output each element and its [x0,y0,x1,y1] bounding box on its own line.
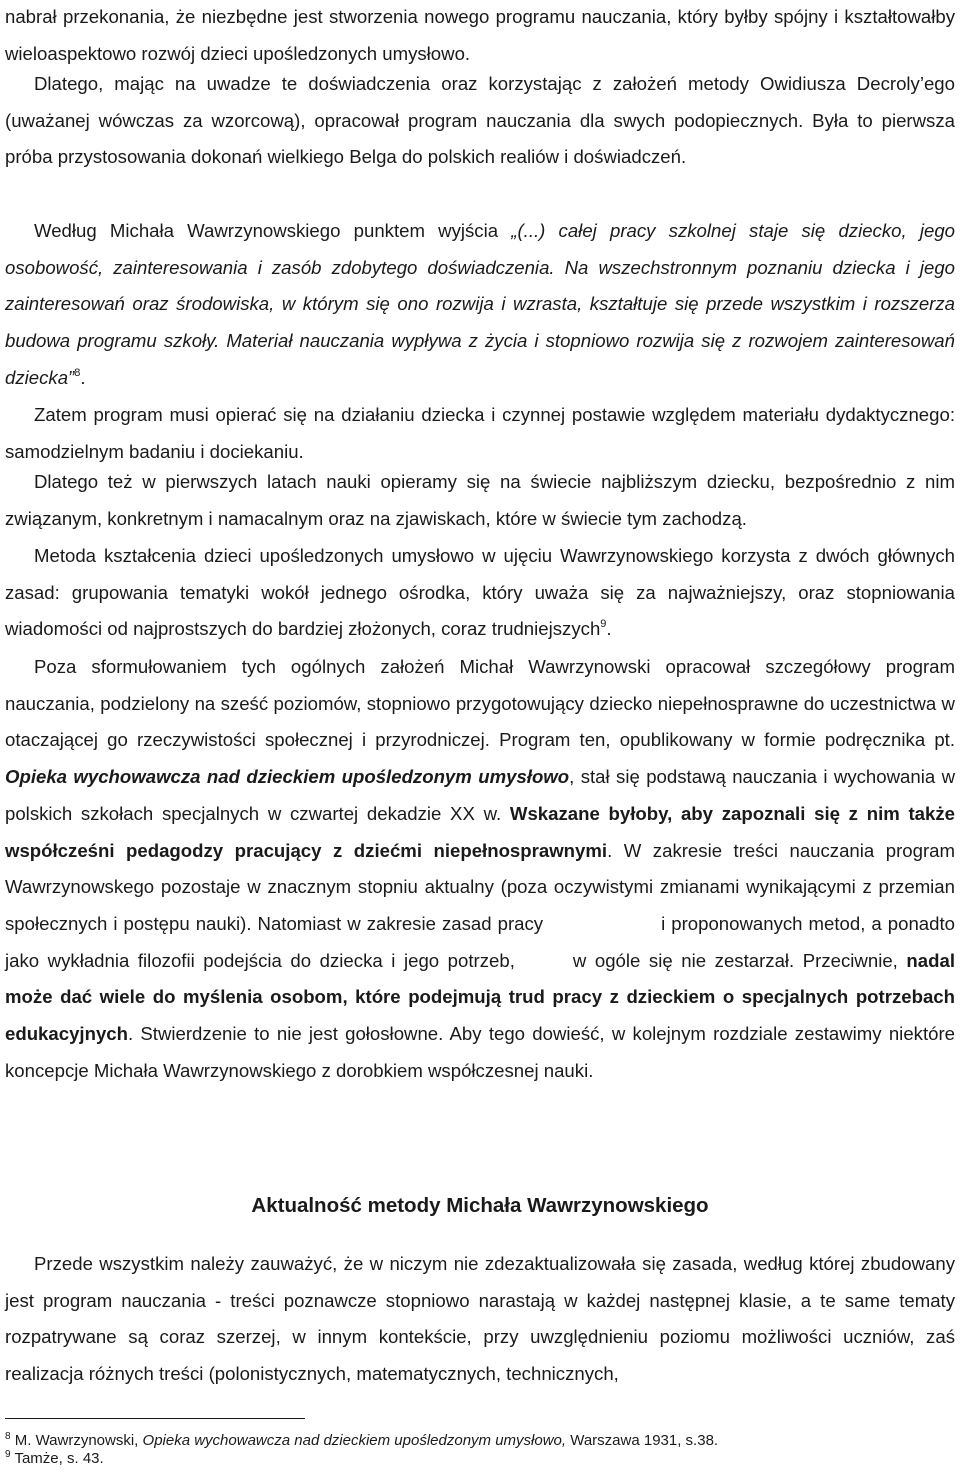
footnote-number: 9 [5,1449,11,1460]
punctuation: . [80,366,86,388]
paragraph-text: Według Michała Wawrzynowskiego punktem wyjścia [34,220,499,241]
footnote-9 [5,1450,955,1468]
paragraph-text: . W zakresie treści nauczania program Wawrzynowskego pozostaje w znacznym stopniu aktualny (poza oczywistymi zmianami wynikającymi z przemian społecznych i postępu nauki). Natomiast w zakresie zasad pracy [5,839,955,934]
paragraph-text: , stał się podstawą nauczania i wychowania w polskich szkołach specjalnych w czwartej dekadzie XX w. [5,766,956,824]
section-heading: Aktualność metody Michała Wawrzynowskiego [251,1194,709,1217]
punctuation: . [606,618,612,640]
footnote-text: Warszawa 1931, s.38. [570,1432,719,1449]
paragraph-text: Dlatego, mając na uwadze te doświadczenia oraz korzystając z założeń metody Owidiusza Decroly’ego (uważanej wówczas za wzorcową), opracował program nauczania dla swych podopiecznych. Była to pierwsza próba przystosowania dokonań wielkiego Belga do polskich realiów i doświadczeń. [5,73,955,168]
paragraph-decroly [5,66,955,176]
footnote-title: Opieka wychowawcza nad dzieckiem upośledzonym umysłowo, [142,1432,567,1449]
paragraph-text: i proponowanych metod, a ponadto jako wykładnia filozofii podejścia do dziecka i jego potrzeb, [5,912,955,971]
paragraph-method [5,538,955,648]
paragraph-relevance [5,1246,955,1393]
footnote-ref[interactable]: 9 [600,618,607,631]
paragraph-text: . Stwierdzenie to nie jest gołosłowne. Aby tego dowieść, w kolejnym rozdziale zestawimy niektóre koncepcje Michała Wawrzynowskiego z dorobkiem współczesnej nauki. [5,1023,955,1081]
paragraph-text: w ogóle się nie zestarzał. Przeciwnie, [572,949,898,971]
paragraph-text: Przede wszystkim należy zauważyć, że w niczym nie zdezaktualizowała się zasada, według której zbudowany jest program nauczania - treści poznawcze stopniowo narastają w każdej następnej klasie, a te same tematy rozpatrywane są coraz szerzej, w innym kontekście, przy uwzględnieniu poziomu możliwości uczniów, zaś realizacja różnych treści (polonistycznych, matematycznych, technicznych, [5,1253,955,1385]
paragraph-quote [5,213,955,397]
paragraph-program [5,397,955,470]
paragraph-text: Dlatego też w pierwszych latach nauki opieramy się na świecie najbliższym dziecku, bezpośrednio z nim związanym, konkretnym i namacalnym oraz na zjawiskach, które w świecie tym zachodzą. [5,471,955,529]
paragraph-curriculum [5,649,955,1089]
paragraph-text: nabrał przekonania, że niezbędne jest stworzenia nowego programu nauczania, który byłby spójny i kształtowałby wieloaspektowo rozwój dzieci upośledzonych umysłowo. [5,6,955,64]
emphasis-text: Wskazane byłoby, aby zapoznali się z nim także współcześni pedagodzy pracujący z dziećmi niepełnosprawnymi [5,802,955,861]
paragraph-text: Zatem program musi opierać się na działaniu dziecka i czynnej postawie względem materiału dydaktycznego: samodzielnym badaniu i dociekaniu. [5,404,955,462]
paragraph-text: Poza sformułowaniem tych ogólnych założeń Michał Wawrzynowski opracował szczegółowy program nauczania, podzielony na sześć poziomów, stopniowo przygotowujący dziecko niepełnosprawne do uczestnictwa w otaczającej go rzeczywistości społecznej i przyrodniczej. Program ten, opublikowany w formie podręcznika pt. [5,656,955,751]
paragraph-continuation [5,0,955,72]
paragraph-first-years [5,464,955,537]
footnote-8 [5,1432,955,1450]
footnote-divider [5,1418,305,1419]
footnote-author: M. Wawrzynowski, [14,1432,139,1449]
footnote-ref[interactable]: 8 [74,366,81,379]
footnote-number: 8 [5,1431,11,1442]
footnote-text: Tamże, s. 43. [14,1450,104,1467]
emphasis-text: nadal może dać wiele do myślenia osobom, które podejmują trud pracy z dzieckiem o specjalnych potrzebach edukacyjnych [5,949,955,1045]
quotation: „(...) całej pracy szkolnej staje się dziecko, jego osobowość, zainteresowania i zasób zdobytego doświadczenia. Na wszechstronnym poznaniu dziecka i jego zainteresowań oraz środowiska, w którym się ono rozwija i wzrasta, kształtuje się przede wszystkim i rozszerza budowa programu szkoły. Materiał nauczania wypływa z życia i stopniowo rozwija się z rozwojem zainteresowań dziecka” [5,220,956,388]
book-title: Opieka wychowawcza nad dzieckiem upośledzonym umysłowo [5,766,570,788]
paragraph-text: Metoda kształcenia dzieci upośledzonych umysłowo w ujęciu Wawrzynowskiego korzysta z dwóch głównych zasad: grupowania tematyki wokół jednego ośrodka, który uważa się za najważniejszy, oraz stopniowania wiadomości od najprostszych do bardziej złożonych, coraz trudniejszych [5,545,955,640]
